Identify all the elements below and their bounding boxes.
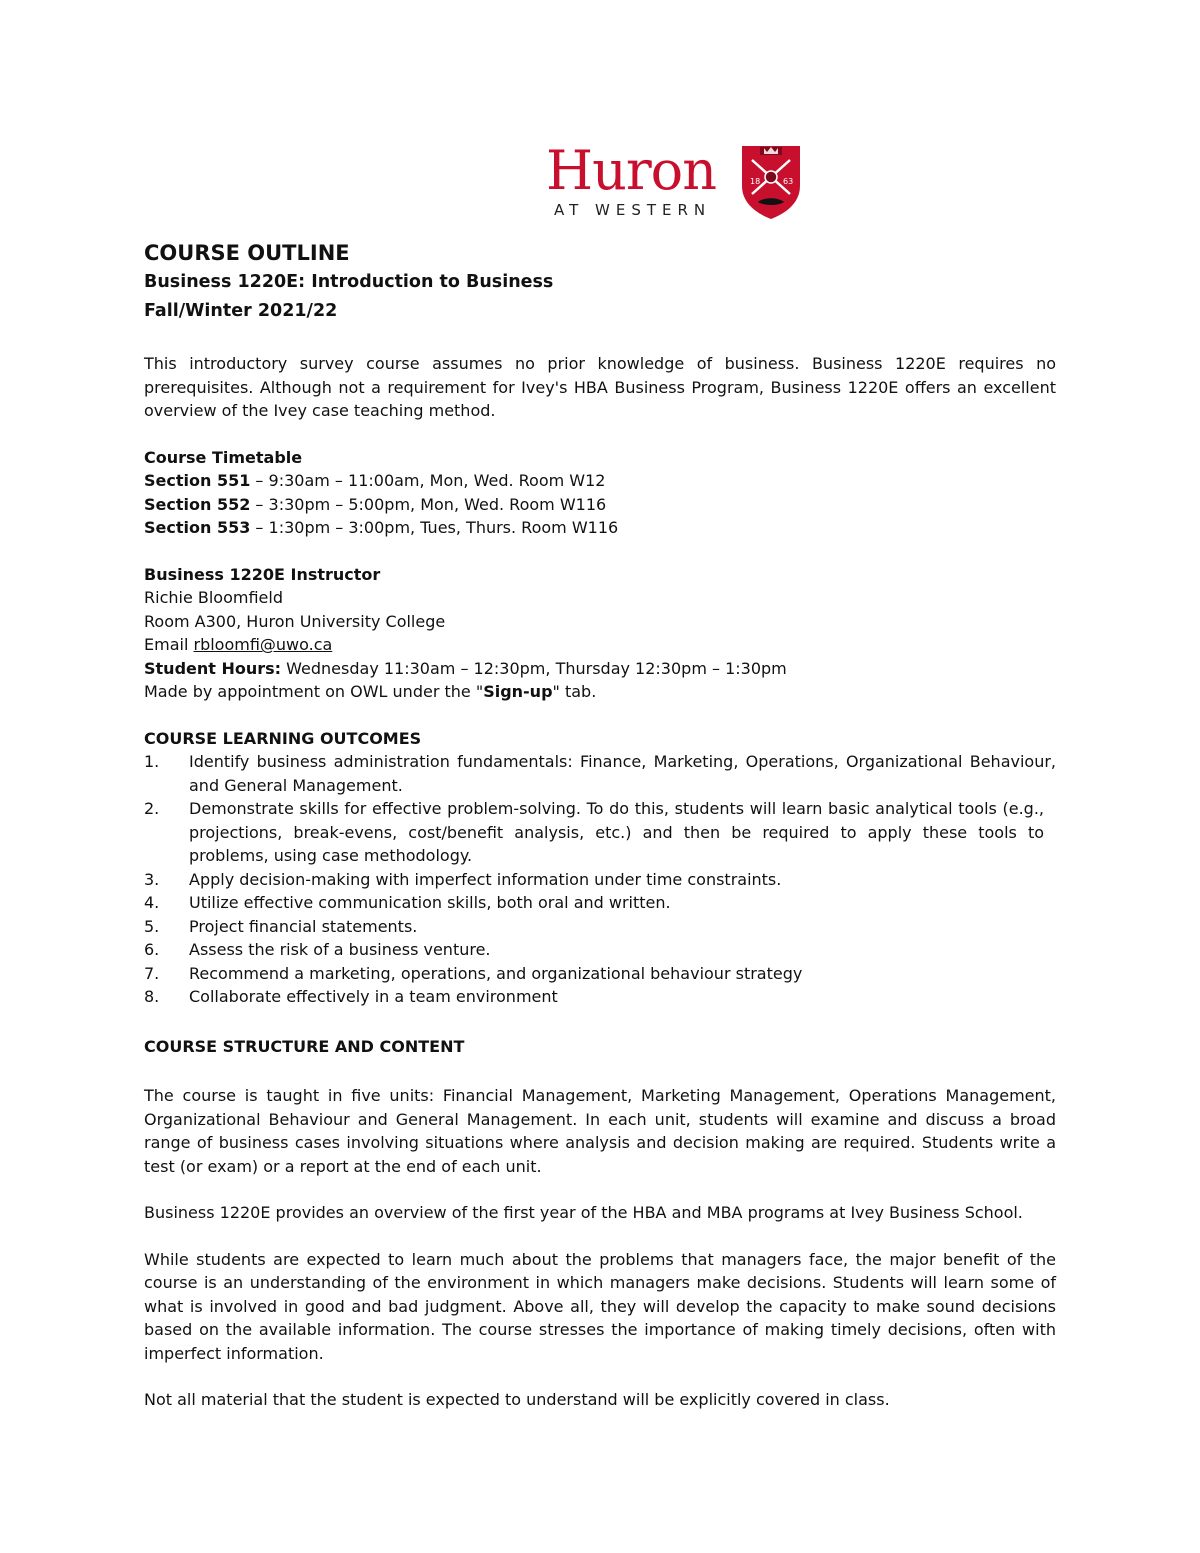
structure-paragraph: The course is taught in five units: Financial Management, Marketing Management, Operations Management, Organizational Behaviour and General Management. In each unit, students will examine and discuss a broad range of business cases involving situations where analysis and decision making are required. Students write a test (or exam) or a report at the end of each unit. — [144, 1086, 1056, 1176]
crest-year-right: 63 — [783, 177, 794, 186]
list-item — [144, 868, 1056, 892]
crest-icon — [738, 142, 804, 220]
timetable-row — [144, 469, 1056, 493]
instructor-room: Room A300, Huron University College — [144, 611, 446, 631]
student-hours-line — [144, 657, 1056, 681]
list-item — [144, 891, 1056, 915]
item-number: 1. — [144, 752, 160, 771]
instructor-email-line — [144, 633, 1056, 657]
appointment-line — [144, 680, 1056, 704]
learning-outcomes — [144, 727, 1056, 1009]
item-number: 3. — [144, 869, 160, 889]
list-item — [144, 962, 1056, 986]
section-label: Section 552 — [144, 494, 251, 514]
item-number: 5. — [144, 916, 160, 936]
course-term: Fall/Winter 2021/22 — [144, 301, 338, 321]
logo-wordmark: Huron — [546, 139, 716, 202]
item-text: Recommend a marketing, operations, and organizational behaviour strategy — [189, 963, 803, 983]
appointment-post: " tab. — [552, 682, 597, 701]
page-title: COURSE OUTLINE — [144, 241, 350, 265]
item-text: Apply decision-making with imperfect information under time constraints. — [189, 869, 782, 889]
instructor-name: Richie Bloomfield — [144, 588, 283, 607]
list-item — [144, 915, 1056, 939]
signup-tab-name: Sign-up — [483, 682, 553, 701]
list-item — [144, 797, 1056, 868]
list-item — [144, 938, 1056, 962]
logo-subline: AT WESTERN — [554, 201, 712, 219]
section-detail: – 1:30pm – 3:00pm, Tues, Thurs. Room W116 — [250, 518, 619, 537]
appointment-pre: Made by appointment on OWL under the " — [144, 682, 484, 701]
structure-paragraph: Business 1220E provides an overview of the first year of the HBA and MBA programs at Ivey Business School. — [144, 1203, 1023, 1222]
item-text: Demonstrate skills for effective problem-solving. To do this, students will learn basic analytical tools (e.g., projections, break-evens, cost/benefit analysis, etc.) and then be required to apply these tools to problems, using case methodology. — [189, 799, 1044, 865]
item-number: 2. — [144, 799, 160, 818]
section-label: Section 551 — [144, 471, 251, 490]
course-name: Business 1220E: Introduction to Business — [144, 272, 554, 292]
item-text: Assess the risk of a business venture. — [189, 940, 491, 959]
item-number: 6. — [144, 940, 160, 959]
huron-logo — [546, 140, 806, 222]
course-timetable — [144, 446, 1056, 540]
structure-heading: COURSE STRUCTURE AND CONTENT — [144, 1036, 465, 1056]
timetable-row — [144, 516, 1056, 540]
instructor-info — [144, 563, 1056, 704]
intro-paragraph: This introductory survey course assumes no prior knowledge of business. Business 1220E requires no prerequisites. Although not a requirement for Ivey's HBA Business Program, Business 1220E offers an excellent overview of the Ivey case teaching method. — [144, 354, 1056, 420]
email-label: Email — [144, 635, 194, 654]
item-text: Project financial statements. — [189, 916, 418, 936]
student-hours-label: Student Hours: — [144, 658, 282, 678]
item-text: Collaborate effectively in a team environment — [189, 987, 558, 1006]
timetable-heading: Course Timetable — [144, 447, 303, 467]
item-number: 4. — [144, 893, 160, 912]
section-detail: – 9:30am – 11:00am, Mon, Wed. Room W12 — [250, 471, 606, 490]
item-text: Identify business administration fundamentals: Finance, Marketing, Operations, Organizational Behaviour, and General Management. — [189, 752, 1056, 795]
crest-year-left: 18 — [750, 177, 761, 186]
outcomes-heading: COURSE LEARNING OUTCOMES — [144, 728, 422, 748]
section-label: Section 553 — [144, 518, 251, 537]
section-detail: – 3:30pm – 5:00pm, Mon, Wed. Room W116 — [250, 494, 607, 514]
timetable-row — [144, 493, 1056, 517]
structure-paragraph: While students are expected to learn much about the problems that managers face, the major benefit of the course is an understanding of the environment in which managers make decisions. Students will learn some of what is involved in good and bad judgment. Above all, they will develop the capacity to make sound decisions based on the available information. The course stresses the importance of making timely decisions, often with imperfect information. — [144, 1249, 1056, 1363]
course-structure — [144, 1035, 1056, 1412]
student-hours-detail: Wednesday 11:30am – 12:30pm, Thursday 12:30pm – 1:30pm — [281, 658, 787, 678]
list-item — [144, 985, 1056, 1009]
outcomes-list — [144, 750, 1056, 1009]
item-number: 7. — [144, 963, 160, 983]
item-text: Utilize effective communication skills, both oral and written. — [189, 893, 671, 912]
structure-paragraph: Not all material that the student is expected to understand will be explicitly covered in class. — [144, 1390, 890, 1409]
document-body — [144, 238, 1056, 1412]
list-item — [144, 750, 1056, 797]
instructor-email-link[interactable]: rbloomfi@uwo.ca — [193, 635, 333, 654]
item-number: 8. — [144, 987, 160, 1006]
instructor-heading: Business 1220E Instructor — [144, 564, 381, 584]
